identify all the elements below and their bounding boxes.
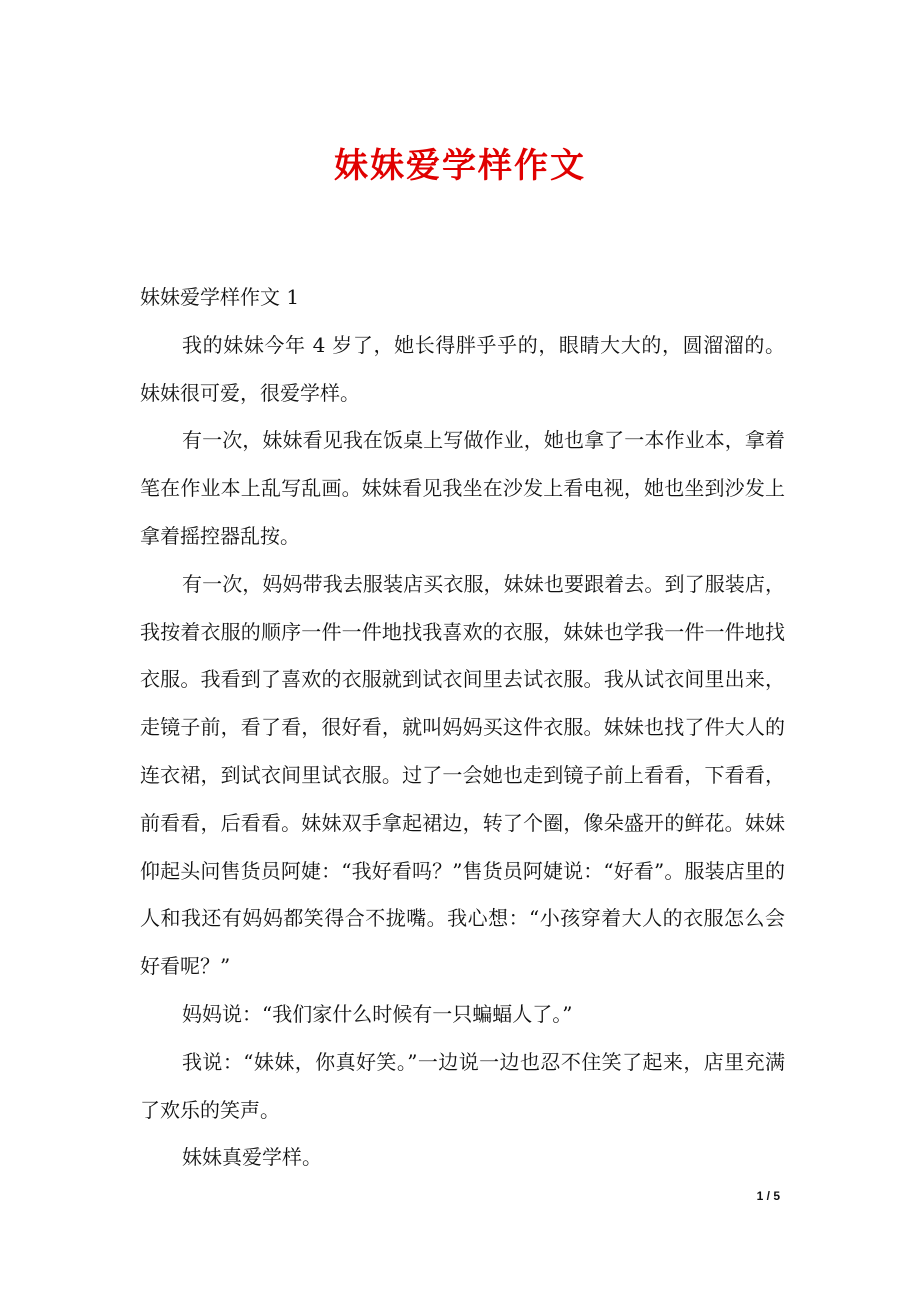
paragraph-4: 妈妈说：“我们家什么时候有一只蝙蝠人了。”	[182, 1001, 573, 1026]
paragraph-6: 妹妹真爱学样。	[182, 1145, 322, 1170]
section-heading: 妹妹爱学样作文 1	[140, 285, 300, 309]
document-title: 妹妹爱学样作文	[334, 146, 586, 186]
paragraph-3: 有一次，妈妈带我去服装店买衣服，妹妹也要跟着去。到了服装店，我按着衣服的顺序一件一件地找我喜欢的衣服，妹妹也学我一件一件地找衣服。我看到了喜欢的衣服就到试衣间里去试衣服。我从试衣间里出来，走镜子前，看了看，很好看，就叫妈妈买这件衣服。妹妹也找了件大人的连衣裙，到试衣间里试衣服。过了一会她也走到镜子前上看看，下看看，前看看，后看看。妹妹双手拿起裙边，转了个圈，像朵盛开的鲜花。妹妹仰起头问售货员阿婕：“我好看吗？”售货员阿婕说：“好看”。服装店里的人和我还有妈妈都笑得合不拢嘴。我心想：“小孩穿着大人的衣服怎么会好看呢？”	[140, 571, 785, 979]
page-number: 1 / 5	[756, 1189, 780, 1203]
document-body	[140, 274, 785, 1182]
paragraph-5: 我说：“妹妹，你真好笑。”一边说一边也忍不住笑了起来，店里充满了欢乐的笑声。	[140, 1049, 785, 1122]
paragraph-2: 有一次，妹妹看见我在饭桌上写做作业，她也拿了一本作业本，拿着笔在作业本上乱写乱画。妹妹看见我坐在沙发上看电视，她也坐到沙发上拿着摇控器乱按。	[140, 428, 785, 548]
paragraph-1: 我的妹妹今年 4 岁了，她长得胖乎乎的，眼睛大大的，圆溜溜的。妹妹很可爱，很爱学样。	[140, 332, 785, 405]
